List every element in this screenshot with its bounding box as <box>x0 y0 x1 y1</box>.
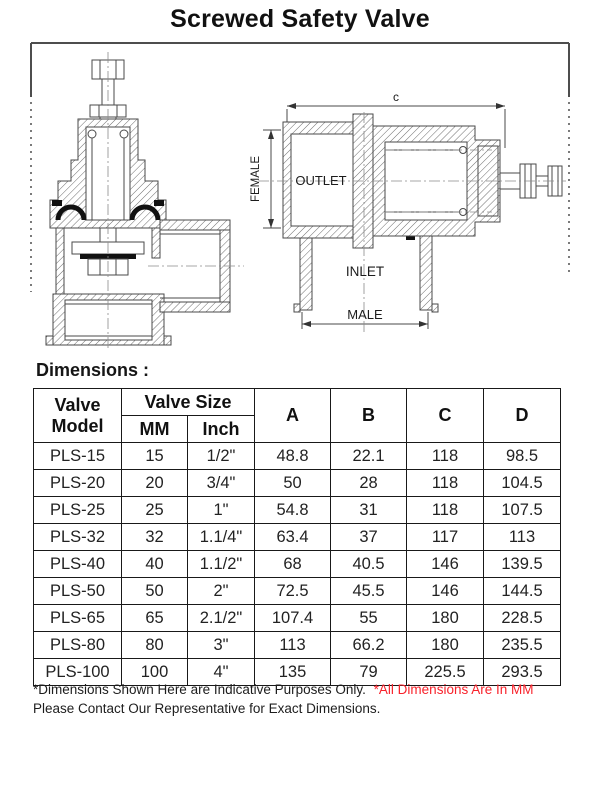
cell-inch: 1" <box>188 497 255 524</box>
dimensions-table <box>33 388 561 686</box>
table-row <box>34 578 561 605</box>
cell-mm: 32 <box>122 524 188 551</box>
cell-c: 146 <box>407 578 484 605</box>
cell-a: 68 <box>255 551 331 578</box>
cell-model: PLS-20 <box>34 470 122 497</box>
cell-c: 117 <box>407 524 484 551</box>
cell-a: 72.5 <box>255 578 331 605</box>
cell-d: 107.5 <box>484 497 561 524</box>
page-title: Screwed Safety Valve <box>170 5 430 33</box>
cell-a: 48.8 <box>255 443 331 470</box>
cell-b: 40.5 <box>331 551 407 578</box>
table-row <box>34 551 561 578</box>
cell-d: 293.5 <box>484 659 561 686</box>
footer-note-line1 <box>33 680 578 699</box>
cell-inch: 2" <box>188 578 255 605</box>
cell-a: 50 <box>255 470 331 497</box>
cell-model: PLS-32 <box>34 524 122 551</box>
table-row <box>34 470 561 497</box>
header-valve-model: Valve Model <box>34 389 122 443</box>
cell-b: 37 <box>331 524 407 551</box>
footer-note1-red: *All Dimensions Are In MM <box>373 682 534 697</box>
cell-b: 79 <box>331 659 407 686</box>
cell-mm: 25 <box>122 497 188 524</box>
table-row <box>34 443 561 470</box>
cell-c: 146 <box>407 551 484 578</box>
cell-c: 180 <box>407 605 484 632</box>
dimensions-table-body <box>34 443 561 686</box>
cell-b: 22.1 <box>331 443 407 470</box>
cell-model: PLS-80 <box>34 632 122 659</box>
cell-b: 66.2 <box>331 632 407 659</box>
cell-d: 235.5 <box>484 632 561 659</box>
cell-a: 135 <box>255 659 331 686</box>
cell-c: 118 <box>407 470 484 497</box>
footer-notes <box>33 680 578 718</box>
header-mm: MM <box>122 416 188 443</box>
cell-model: PLS-100 <box>34 659 122 686</box>
cell-c: 118 <box>407 497 484 524</box>
cell-d: 228.5 <box>484 605 561 632</box>
dimensions-heading: Dimensions : <box>36 360 150 380</box>
cell-b: 45.5 <box>331 578 407 605</box>
cell-inch: 4" <box>188 659 255 686</box>
cell-d: 139.5 <box>484 551 561 578</box>
valve-side-view <box>46 52 244 348</box>
cell-mm: 80 <box>122 632 188 659</box>
cell-d: 104.5 <box>484 470 561 497</box>
table-row <box>34 632 561 659</box>
cell-model: PLS-15 <box>34 443 122 470</box>
cell-mm: 40 <box>122 551 188 578</box>
cell-a: 107.4 <box>255 605 331 632</box>
valve-top-view <box>258 103 566 332</box>
cell-b: 28 <box>331 470 407 497</box>
cell-mm: 50 <box>122 578 188 605</box>
female-label: FEMALE <box>250 155 262 203</box>
cell-model: PLS-65 <box>34 605 122 632</box>
cell-a: 54.8 <box>255 497 331 524</box>
cell-b: 31 <box>331 497 407 524</box>
cell-mm: 15 <box>122 443 188 470</box>
header-b: B <box>331 389 407 443</box>
cell-model: PLS-40 <box>34 551 122 578</box>
cell-d: 144.5 <box>484 578 561 605</box>
cell-inch: 2.1/2" <box>188 605 255 632</box>
male-label: MALE <box>347 307 383 322</box>
cell-model: PLS-50 <box>34 578 122 605</box>
table-header <box>34 389 561 443</box>
valve-diagram-panel <box>30 42 570 354</box>
cell-c: 180 <box>407 632 484 659</box>
header-d: D <box>484 389 561 443</box>
footer-note1-black: *Dimensions Shown Here are Indicative Purposes Only. <box>33 682 366 697</box>
cell-model: PLS-25 <box>34 497 122 524</box>
table-row <box>34 497 561 524</box>
table-row <box>34 524 561 551</box>
outlet-label: OUTLET <box>295 173 347 188</box>
table-row <box>34 605 561 632</box>
dim-c-label: c <box>393 90 399 104</box>
cell-inch: 1.1/2" <box>188 551 255 578</box>
cell-a: 63.4 <box>255 524 331 551</box>
footer-note-line2: Please Contact Our Representative for Exact Dimensions. <box>33 701 381 716</box>
valve-diagrams <box>30 42 570 354</box>
header-valve-size: Valve Size <box>122 389 255 416</box>
header-a: A <box>255 389 331 443</box>
cell-c: 118 <box>407 443 484 470</box>
cell-inch: 3" <box>188 632 255 659</box>
cell-inch: 3/4" <box>188 470 255 497</box>
cell-inch: 1/2" <box>188 443 255 470</box>
header-inch: Inch <box>188 416 255 443</box>
header-c: C <box>407 389 484 443</box>
cell-d: 113 <box>484 524 561 551</box>
cell-mm: 20 <box>122 470 188 497</box>
cell-d: 98.5 <box>484 443 561 470</box>
cell-a: 113 <box>255 632 331 659</box>
cell-b: 55 <box>331 605 407 632</box>
cell-mm: 65 <box>122 605 188 632</box>
cell-c: 225.5 <box>407 659 484 686</box>
inlet-label: INLET <box>345 264 385 279</box>
cell-inch: 1.1/4" <box>188 524 255 551</box>
cell-mm: 100 <box>122 659 188 686</box>
